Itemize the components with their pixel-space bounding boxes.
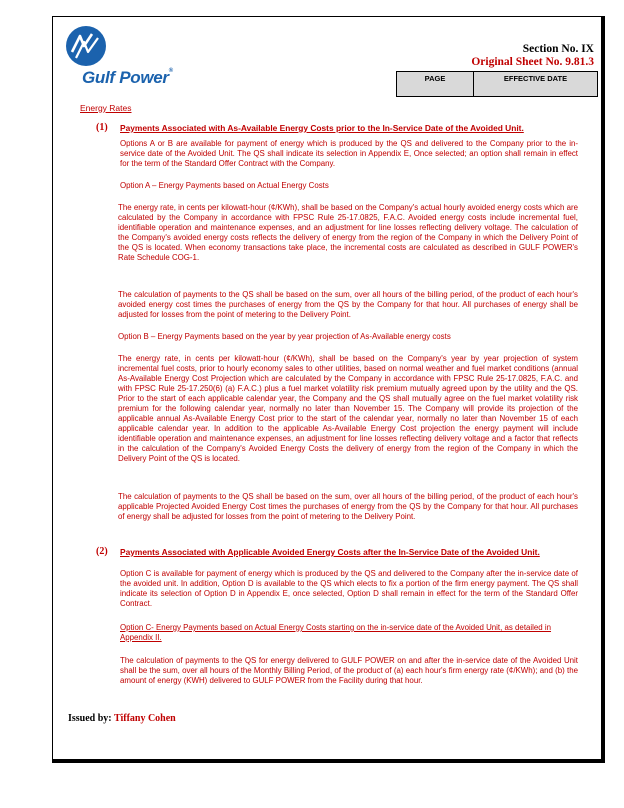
energy-rates-title: Energy Rates (80, 103, 132, 113)
item-2-heading: Payments Associated with Applicable Avoided Energy Costs after the In-Service Date of the Avoided Unit. (120, 547, 540, 557)
logo-emblem-icon (66, 26, 106, 66)
issued-by-label: Issued by: (68, 713, 112, 724)
gulf-power-logo (62, 26, 212, 92)
item-1-heading: Payments Associated with As-Available Energy Costs prior to the In-Service Date of the Avoided Unit. (120, 123, 524, 133)
section-number: Section No. IX (522, 43, 594, 55)
page-effective-date-table (396, 71, 598, 97)
issued-by (68, 713, 176, 724)
issued-by-name: Tiffany Cohen (113, 713, 176, 724)
effective-date-label: EFFECTIVE DATE (474, 72, 598, 97)
item-1-paragraph-2: The energy rate, in cents per kilowatt-hour (¢/KWh), shall be based on the Company's actual hourly avoided energy costs which are calculated by the Company in accordance with FPSC Rule 25-17.0825, F.A.C. Avoided energy costs include incremental fuel, identifiable operation and maintenance expenses, and an adjustment for line losses reflecting delivery voltage. The calculation of the Company's avoided energy costs reflects the delivery of energy from the region of the Company in which the Delivery Point of the QS is located. When economy transactions take place, the incremental costs are calculated as described in GULF POWER's Rate Schedule COG-1. (118, 203, 578, 262)
item-2-number: (2) (96, 546, 108, 557)
option-c-title: Option C- Energy Payments based on Actual Energy Costs starting on the in-service date of the Avoided Unit, as detailed in Appendix II. (120, 623, 552, 642)
item-1-number: (1) (96, 122, 108, 133)
page-label: PAGE (397, 72, 474, 97)
option-b-title: Option B – Energy Payments based on the year by year projection of As-Available energy costs (118, 332, 451, 341)
item-1-paragraph-4: The energy rate, in cents per kilowatt-hour (¢/KWh), shall be based on the Company's year by year projection of system incremental fuel costs, prior to hourly economy sales to other utilities, based on normal weather and fuel market conditions (annual As-Available Energy Cost Projection which are calculated by the Company in accordance with FPSC Rule 25-17.0825, F.A.C. and with FPSC Rule 25-17.250(6) (a) F.A.C.) plus a fuel market volatility risk premium mutually agreed upon by the utility and the QS. Prior to the start of each applicable calendar year, the Company and the QS shall mutually agree on the fuel market volatility risk premium for the following calendar year, normally no later than November 15. The Company will provide its projection of the applicable annual As-Available Energy Cost prior to the start of the calendar year, normally no later than November 15 of each applicable calendar year. In addition to the applicable As-Available Energy Cost projection the energy payment will include identifiable operation and maintenance expenses, an adjustment for line losses reflecting delivery voltage and a factor that reflects in the calculation of the Company's Avoided Energy Costs the delivery of energy from the region of the Company in which the Delivery Point of the QS is located. (118, 354, 578, 463)
item-1-paragraph-5: The calculation of payments to the QS shall be based on the sum, over all hours of the billing period, of the product of each hour's applicable Projected Avoided Energy Cost times the purchases of energy from the QS by the Company for that hour. All purchases of energy shall be adjusted for losses from the point of metering to the Delivery Point. (118, 492, 578, 521)
item-1-paragraph-1: Options A or B are available for payment of energy which is produced by the QS and delivered to the Company prior to the in-service date of the Avoided Unit. The QS shall indicate its selection in Appendix E, Once selected; an option shall remain in effect for the term of the Standard Offer Contract with the Company. (120, 139, 578, 168)
option-a-title: Option A – Energy Payments based on Actual Energy Costs (120, 181, 329, 190)
sheet-number: Original Sheet No. 9.81.3 (471, 56, 594, 68)
item-2-paragraph-2: The calculation of payments to the QS for energy delivered to GULF POWER on and after the in-service date of the Avoided Unit shall be the sum, over all hours of the Monthly Billing Period, of the product of (a) each hour's firm energy rate (¢/KWh); and (b) the amount of energy (KWH) delivered to GULF POWER from the Facility during that hour. (120, 656, 578, 685)
logo-wordmark: Gulf Power® (82, 68, 173, 87)
item-1-paragraph-3: The calculation of payments to the QS shall be based on the sum, over all hours of the billing period, of the product of each hour's avoided energy cost times the purchases of energy from the QS by the Company for that hour. All purchases of energy shall be adjusted for losses from the point of metering to the Delivery Point. (118, 290, 578, 319)
item-2-paragraph-1: Option C is available for payment of energy which is produced by the QS and delivered to the Company after the in-service date of the avoided unit. In addition, Option D is available to the QS which elects to fix a portion of the firm energy payment. The QS shall indicate its selection of Option D in Appendix E, once selected, Option D shall remain in effect for the term of the Standard Offer Contract. (120, 569, 578, 608)
